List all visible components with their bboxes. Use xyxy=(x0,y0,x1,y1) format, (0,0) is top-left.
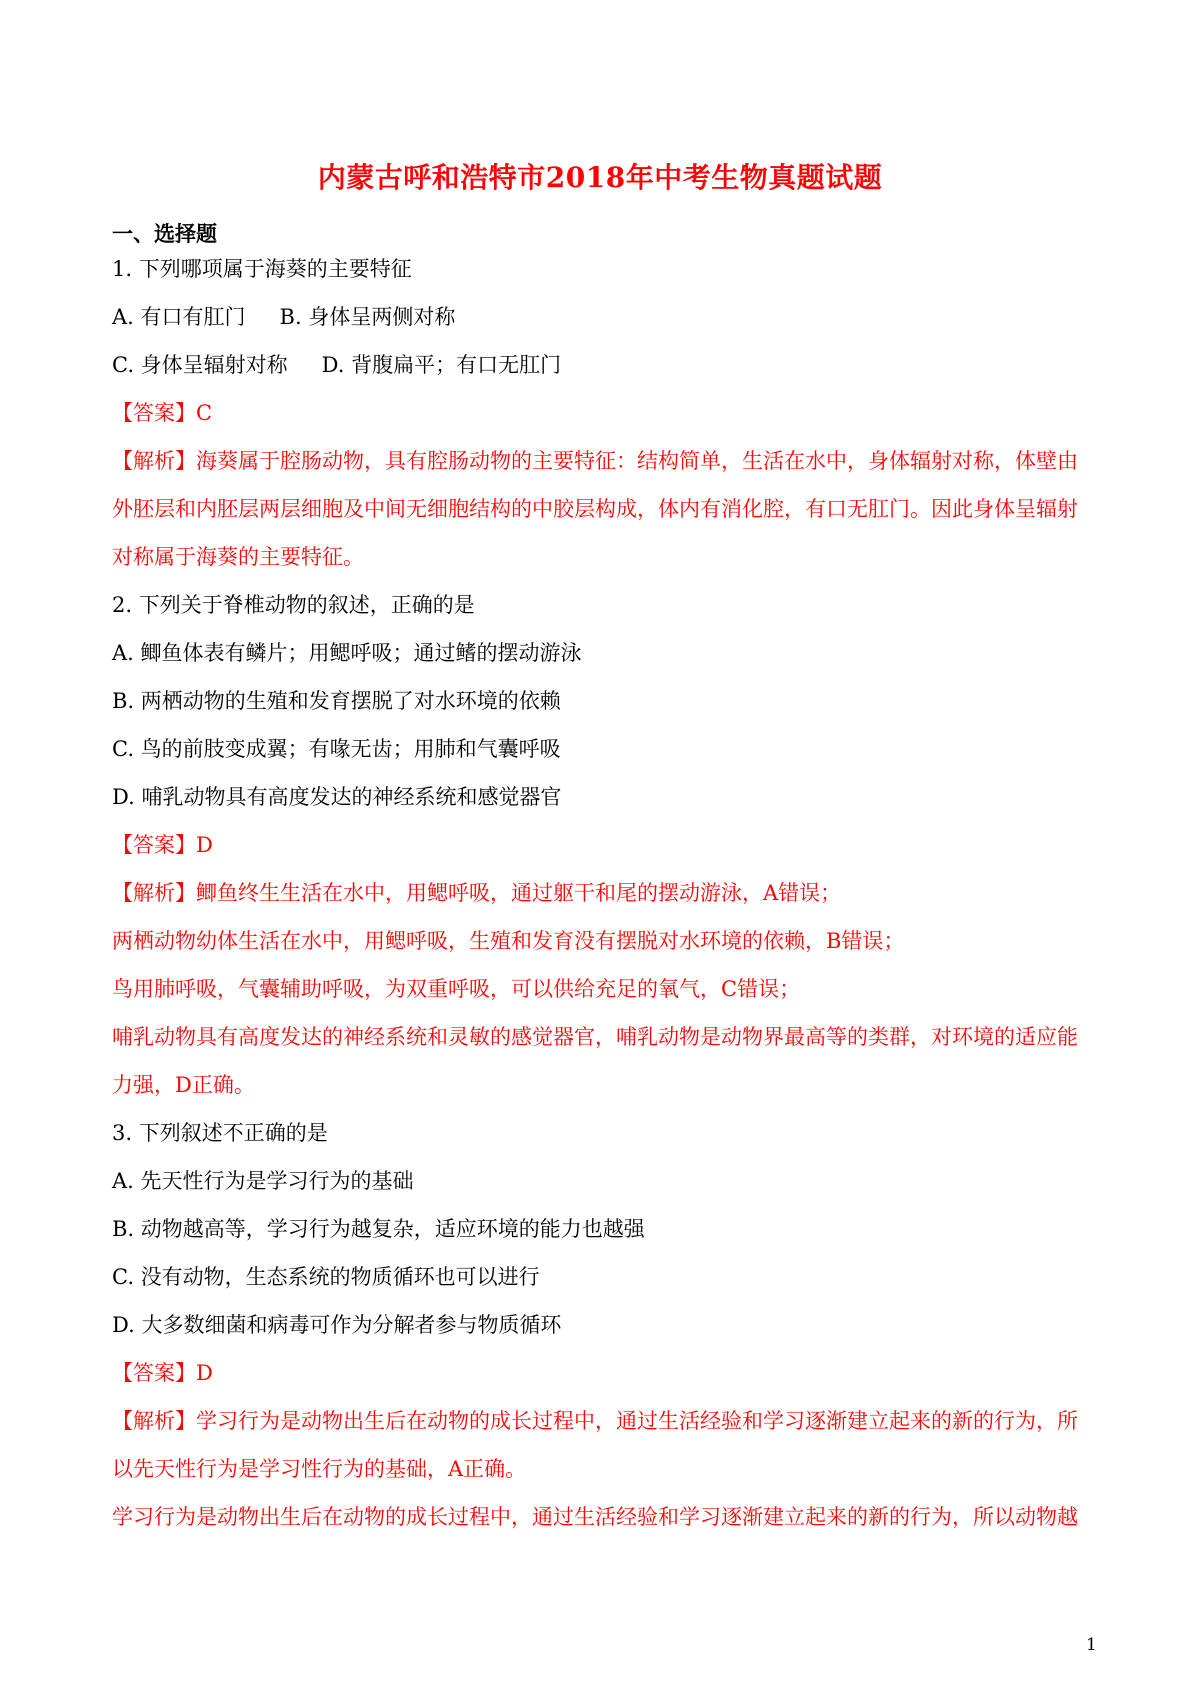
question-2-answer: 【答案】D xyxy=(112,833,213,857)
question-2-option-c: C. 鸟的前肢变成翼；有喙无齿；用肺和气囊呼吸 xyxy=(112,737,561,761)
page-number: 1 xyxy=(1086,1635,1097,1655)
question-1-analysis-line-3: 对称属于海葵的主要特征。 xyxy=(112,545,364,569)
question-3-option-d: D. 大多数细菌和病毒可作为分解者参与物质循环 xyxy=(112,1313,562,1337)
question-3-stem: 3. 下列叙述不正确的是 xyxy=(112,1121,328,1145)
question-2-analysis-line-5: 力强，D正确。 xyxy=(112,1073,255,1097)
section-heading: 一、选择题 xyxy=(112,221,217,246)
question-3-analysis-line-2: 以先天性行为是学习性行为的基础，A正确。 xyxy=(112,1457,527,1481)
question-2-stem: 2. 下列关于脊椎动物的叙述，正确的是 xyxy=(112,593,475,617)
question-1-answer: 【答案】C xyxy=(112,401,213,425)
question-3-option-a: A. 先天性行为是学习行为的基础 xyxy=(112,1169,414,1193)
question-3-analysis-line-1: 【解析】学习行为是动物出生后在动物的成长过程中，通过生活经验和学习逐渐建立起来的新的行为，所 xyxy=(112,1409,1078,1433)
question-1-option-d: D. 背腹扁平；有口无肛门 xyxy=(321,353,562,377)
question-1-analysis-line-2: 外胚层和内胚层两层细胞及中间无细胞结构的中胶层构成，体内有消化腔，有口无肛门。因此身体呈辐射 xyxy=(112,497,1078,521)
question-1-option-a: A. 有口有肛门 xyxy=(112,305,246,329)
question-1-option-b: B. 身体呈两侧对称 xyxy=(279,305,456,329)
question-2-option-a: A. 鲫鱼体表有鳞片；用鳃呼吸；通过鳍的摆动游泳 xyxy=(112,641,582,665)
question-3-answer: 【答案】D xyxy=(112,1361,213,1385)
question-3-analysis-line-3: 学习行为是动物出生后在动物的成长过程中，通过生活经验和学习逐渐建立起来的新的行为，所以动物越 xyxy=(112,1505,1078,1529)
question-1-analysis-line-1: 【解析】海葵属于腔肠动物，具有腔肠动物的主要特征：结构简单，生活在水中，身体辐射对称，体壁由 xyxy=(112,449,1078,473)
question-3-option-b: B. 动物越高等，学习行为越复杂，适应环境的能力也越强 xyxy=(112,1217,645,1241)
question-1-option-c: C. 身体呈辐射对称 xyxy=(112,353,288,377)
question-1-options-row-1 xyxy=(112,293,1097,341)
question-1-stem: 1. 下列哪项属于海葵的主要特征 xyxy=(112,257,412,281)
question-content xyxy=(112,245,1097,1541)
page-title: 内蒙古呼和浩特市2018年中考生物真题试题 xyxy=(317,161,883,194)
question-2-analysis-line-2: 两栖动物幼体生活在水中，用鳃呼吸，生殖和发育没有摆脱对水环境的依赖，B错误； xyxy=(112,929,905,953)
question-2-option-d: D. 哺乳动物具有高度发达的神经系统和感觉器官 xyxy=(112,785,562,809)
question-2-analysis-line-4: 哺乳动物具有高度发达的神经系统和灵敏的感觉器官，哺乳动物是动物界最高等的类群，对环境的适应能 xyxy=(112,1025,1078,1049)
question-2-analysis-line-1: 【解析】鲫鱼终生生活在水中，用鳃呼吸，通过躯干和尾的摆动游泳，A错误； xyxy=(112,881,842,905)
question-2-option-b: B. 两栖动物的生殖和发育摆脱了对水环境的依赖 xyxy=(112,689,561,713)
question-3-option-c: C. 没有动物，生态系统的物质循环也可以进行 xyxy=(112,1265,540,1289)
question-2-analysis-line-3: 鸟用肺呼吸，气囊辅助呼吸，为双重呼吸，可以供给充足的氧气，C错误； xyxy=(112,977,801,1001)
question-1-options-row-2 xyxy=(112,341,1097,389)
